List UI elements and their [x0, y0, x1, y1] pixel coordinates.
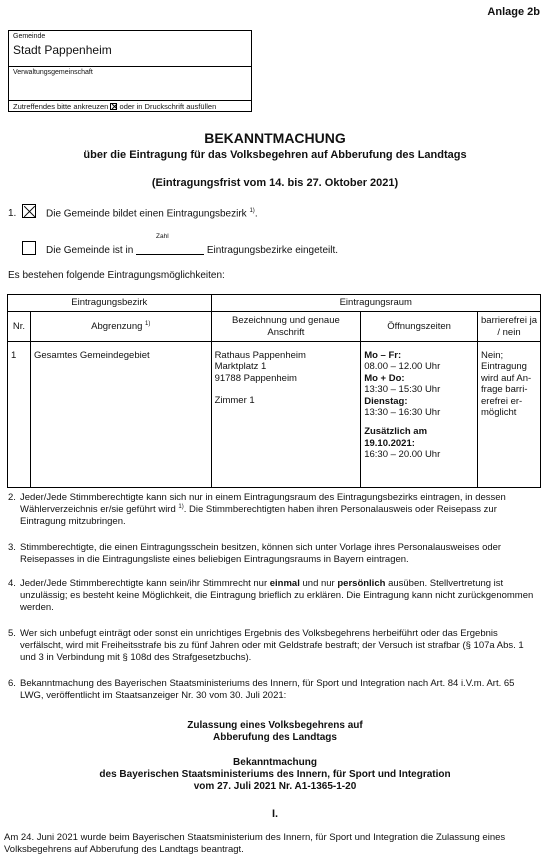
hours-label: Dienstag:	[364, 395, 408, 407]
item-text-part: Jeder/Jede Stimmberechtigte kann sich nur in einem Eintragungsraum des Eintragungsbezirks eintragen, in dessen Wählerverzeichnis er/sie geführt wird	[20, 492, 506, 516]
municipality-field	[9, 31, 251, 67]
hours-label: Mo + Do:	[364, 372, 405, 384]
accessible-line: erefrei er-	[481, 395, 523, 407]
header-district: Eintragungsbezirk	[8, 295, 212, 312]
registration-table	[7, 294, 541, 488]
item-text: Stimmberechtigte, die einen Eintragungsschein besitzen, können sich unter Vorlage ihres Personalausweises oder Reisepasses in die Eintragungsliste eines beliebigen Eintragungsraums in Bayern eintragen.	[20, 542, 502, 565]
item-text: Bekanntmachung des Bayerischen Staatsministeriums des Innern, für Sport und Integration nach Art. 84 i.V.m. Art. 65 LWG, veröffentlicht im Staatsanzeiger Nr. 30 vom 30. Juli 2021:	[20, 678, 515, 701]
approval-title-1: Zulassung eines Volksbegehrens auf	[187, 720, 363, 731]
option-1-checkbox[interactable]	[22, 204, 36, 218]
extra-date-time: 16:30 – 20.00 Uhr	[364, 449, 441, 461]
item-number: 6.	[8, 678, 16, 689]
item-text-part: . Die Stimmberechtigten haben ihren Personalausweis oder Reisepass zur Eintragung mitzubringen.	[20, 504, 497, 527]
accessible-line: wird auf An-	[481, 372, 532, 384]
approval-title-2: Abberufung des Landtags	[213, 732, 337, 743]
approval-ministry: des Bayerischen Staatsministeriums des Innern, für Sport und Integration	[99, 769, 451, 780]
hours-time: 13:30 – 16:30 Uhr	[364, 406, 441, 418]
header-nr: Nr.	[8, 312, 31, 342]
municipality-header-box	[8, 30, 252, 112]
list-item-5	[8, 628, 542, 668]
checkbox-icon	[110, 103, 117, 110]
table-row	[8, 342, 541, 488]
option-2-after: Eintragungsbezirke eingeteilt.	[206, 245, 339, 256]
cell-boundary: Gesamtes Gemeindegebiet	[30, 342, 211, 488]
administrative-community-label: Verwaltungsgemeinschaft	[13, 69, 93, 76]
municipality-label: Gemeinde	[13, 33, 46, 40]
option-2-text	[46, 245, 338, 257]
final-paragraph: Am 24. Juni 2021 wurde beim Bayerischen Staatsministerium des Innern, für Sport und Integration die Zulassung eines Volksbegehrens auf Abberufung des Landtags beantragt.	[4, 832, 506, 855]
count-label: Zahl	[156, 233, 169, 240]
list-item-6	[8, 678, 542, 706]
municipality-value: Stadt Pappenheim	[13, 43, 112, 58]
accessible-line: Eintragung	[481, 361, 527, 373]
accessible-line: möglicht	[481, 406, 517, 418]
approval-announcement: Bekanntmachung	[233, 757, 317, 768]
item-text	[20, 492, 538, 528]
option-2-checkbox[interactable]	[22, 241, 36, 255]
item-number: 3.	[8, 542, 16, 553]
option-1-number: 1.	[8, 208, 17, 219]
item-text	[20, 578, 538, 614]
header-room: Eintragungsraum	[211, 295, 540, 312]
district-count-field[interactable]	[136, 245, 204, 255]
fill-instruction	[13, 102, 216, 111]
footnote-ref: 1)	[249, 208, 255, 214]
list-item-3	[8, 542, 542, 570]
attachment-label: Anlage 2b	[487, 6, 540, 18]
header-opening-hours: Öffnungszeiten	[361, 312, 478, 342]
address-line: Zimmer 1	[214, 395, 255, 407]
item-text-part: und nur	[302, 578, 335, 589]
item-text-part: Jeder/Jede Stimmberechtigte kann sein/ihr Stimmrecht nur	[20, 578, 268, 589]
list-item-2	[8, 492, 542, 532]
address-line: 91788 Pappenheim	[214, 372, 297, 384]
hours-label: Mo – Fr:	[364, 350, 402, 361]
cell-address	[211, 342, 361, 488]
item-text-part: ausüben. Stellvertretung ist unzulässig; es besteht keine Möglichkeit, die Eintragung brieflich zu erklären. Die Eintragung kann nicht zurückgenommen werden.	[20, 578, 534, 613]
cell-accessible	[478, 342, 541, 488]
accessible-line: frage barri-	[481, 384, 528, 396]
approval-date: vom 27. Juli 2021 Nr. A1-1365-1-20	[193, 781, 357, 792]
accessible-line: Nein;	[481, 350, 504, 361]
item-text: Wer sich unbefugt einträgt oder sonst ein unrichtiges Ergebnis des Volksbegehrens herbeiführt oder das Ergebnis verfälscht, wird mit Freiheitsstrafe bis zu fünf Jahren oder mit Geldstrafe bestraft; der Versuch ist strafbar (§ 107a Abs. 1 und 3 in Verbindung mit § 108d des Strafgesetzbuchs).	[20, 628, 524, 663]
fill-instruction-after: oder in Druckschrift ausfüllen	[119, 102, 217, 111]
header-address: Bezeichnung und genaue Anschrift	[211, 312, 361, 342]
option-1-label: Die Gemeinde bildet einen Eintragungsbezirk	[46, 208, 247, 220]
header-boundary	[30, 312, 211, 342]
address-line: Rathaus Pappenheim	[214, 350, 306, 361]
registration-period: (Eintragungsfrist vom 14. bis 27. Oktober 2021)	[151, 177, 399, 189]
item-number: 2.	[8, 492, 16, 503]
administrative-community-field	[9, 67, 251, 101]
cell-nr: 1	[8, 342, 31, 488]
list-item-4	[8, 578, 542, 618]
option-1-tail: .	[254, 208, 258, 220]
fill-instruction-before: Zutreffendes bitte ankreuzen	[13, 102, 109, 111]
option-1-text	[46, 208, 258, 220]
address-line: Marktplatz 1	[214, 361, 267, 373]
hours-time: 08.00 – 12.00 Uhr	[364, 361, 441, 373]
hours-time: 13:30 – 15:30 Uhr	[364, 384, 441, 396]
section-roman-numeral: I.	[271, 808, 279, 820]
document-title: BEKANNTMACHUNG	[204, 130, 346, 146]
item-number: 4.	[8, 578, 16, 589]
footnote-ref: 1)	[145, 320, 151, 327]
document-subtitle: über die Eintragung für das Volksbegehren auf Abberufung des Landtags	[83, 149, 467, 161]
cell-opening-hours	[361, 342, 478, 488]
item-text-emphasis: einmal	[269, 578, 300, 589]
extra-date-label: Zusätzlich am 19.10.2021:	[364, 426, 428, 449]
option-2-before: Die Gemeinde ist in	[46, 245, 134, 256]
header-boundary-label: Abgrenzung	[91, 320, 143, 332]
table-intro: Es bestehen folgende Eintragungsmöglichkeiten:	[8, 270, 225, 281]
item-number: 5.	[8, 628, 16, 639]
header-accessible: barrierefrei ja / nein	[478, 312, 541, 342]
item-text-emphasis: persönlich	[337, 578, 386, 589]
footnote-ref: 1)	[178, 503, 184, 510]
